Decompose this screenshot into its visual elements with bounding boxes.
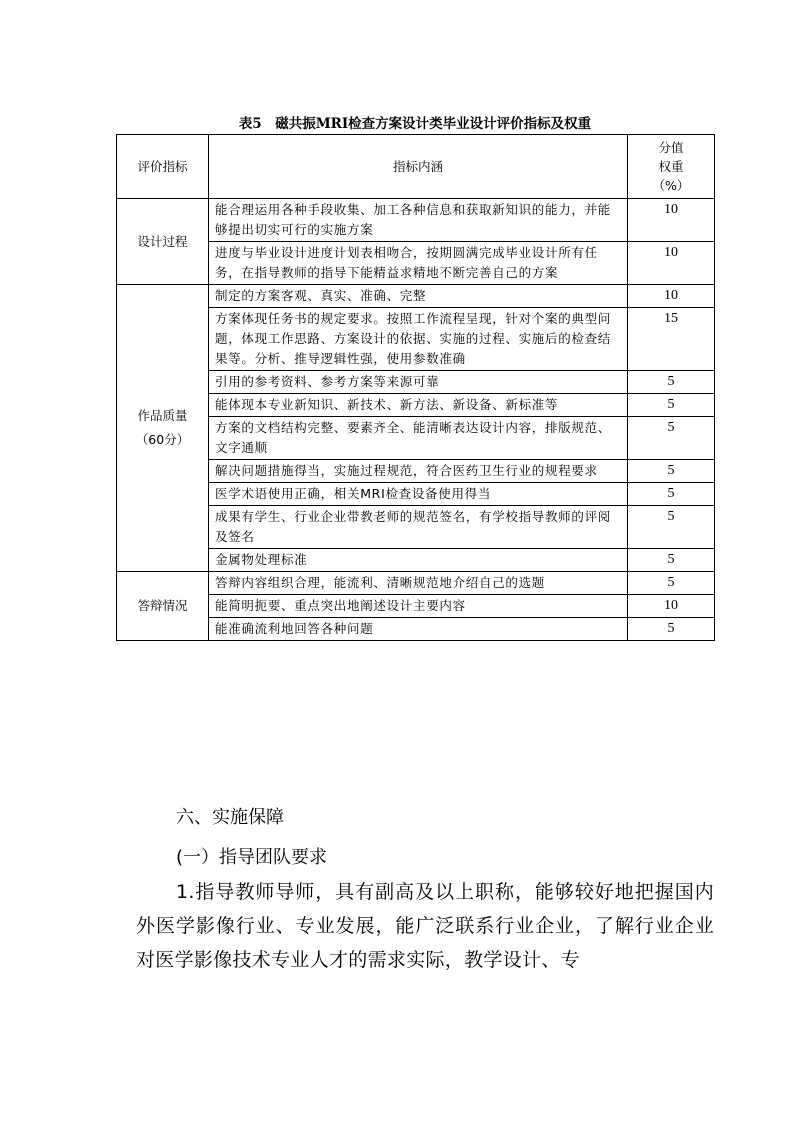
- category-cell: 答辩情况: [117, 572, 209, 641]
- body-paragraph: 1.指导教师导师，具有副高及以上职称，能够较好地把握国内外医学影像行业、专业发展，能广泛联系行业企业，了解行业企业对医学影像技术专业人才的需求实际，教学设计、专: [136, 881, 714, 971]
- score-cell: 5: [628, 460, 715, 483]
- content-cell: 方案体现任务书的规定要求。按照工作流程呈现，针对个案的典型问题，体现工作思路、方案设计的依据、实施的过程、实施后的检查结果等。分析、推导逻辑性强，使用参数准确: [209, 308, 628, 371]
- score-cell: 5: [628, 483, 715, 506]
- header-weight: 分值 权重 （%）: [628, 135, 715, 199]
- score-cell: 5: [628, 371, 715, 394]
- content-cell: 引用的参考资料、参考方案等来源可靠: [209, 371, 628, 394]
- content-cell: 能简明扼要、重点突出地阐述设计主要内容: [209, 595, 628, 618]
- score-cell: 5: [628, 394, 715, 417]
- content-cell: 金属物处理标准: [209, 549, 628, 572]
- content-cell: 能准确流利地回答各种问题: [209, 618, 628, 641]
- table-row: [117, 199, 715, 242]
- evaluation-table: [116, 134, 715, 641]
- content-cell: 成果有学生、行业企业带教老师的规范签名，有学校指导教师的评阅及签名: [209, 506, 628, 549]
- header-content: 指标内涵: [209, 135, 628, 199]
- category-cell: 作品质量 （60分）: [117, 285, 209, 572]
- score-cell: 5: [628, 549, 715, 572]
- score-cell: 10: [628, 199, 715, 242]
- score-cell: 5: [628, 506, 715, 549]
- content-cell: 制定的方案客观、真实、准确、完整: [209, 285, 628, 308]
- body-paragraph-container: [136, 875, 714, 977]
- content-cell: 进度与毕业设计进度计划表相吻合，按期圆满完成毕业设计所有任务，在指导教师的指导下能精益求精地不断完善自己的方案: [209, 242, 628, 285]
- category-cell: 设计过程: [117, 199, 209, 285]
- score-cell: 10: [628, 595, 715, 618]
- table-row: [117, 285, 715, 308]
- header-category: 评价指标: [117, 135, 209, 199]
- score-cell: 5: [628, 572, 715, 595]
- content-cell: 答辩内容组织合理，能流利、清晰规范地介绍自己的选题: [209, 572, 628, 595]
- content-cell: 能合理运用各种手段收集、加工各种信息和获取新知识的能力，并能够提出切实可行的实施方案: [209, 199, 628, 242]
- content-cell: 能体现本专业新知识、新技术、新方法、新设备、新标准等: [209, 394, 628, 417]
- table-header-row: [117, 135, 715, 199]
- content-cell: 解决问题措施得当，实施过程规范，符合医药卫生行业的规程要求: [209, 460, 628, 483]
- section-heading: 六、实施保障: [176, 807, 284, 828]
- content-cell: 方案的文档结构完整、要素齐全、能清晰表达设计内容，排版规范、文字通顺: [209, 417, 628, 460]
- score-cell: 15: [628, 308, 715, 371]
- table-row: [117, 572, 715, 595]
- content-cell: 医学术语使用正确，相关MRI检查设备使用得当: [209, 483, 628, 506]
- score-cell: 10: [628, 242, 715, 285]
- score-cell: 5: [628, 417, 715, 460]
- section-subheading: (一）指导团队要求: [176, 847, 328, 868]
- table-caption: 表5 磁共振MRI检查方案设计类毕业设计评价指标及权重: [238, 116, 592, 132]
- score-cell: 10: [628, 285, 715, 308]
- score-cell: 5: [628, 618, 715, 641]
